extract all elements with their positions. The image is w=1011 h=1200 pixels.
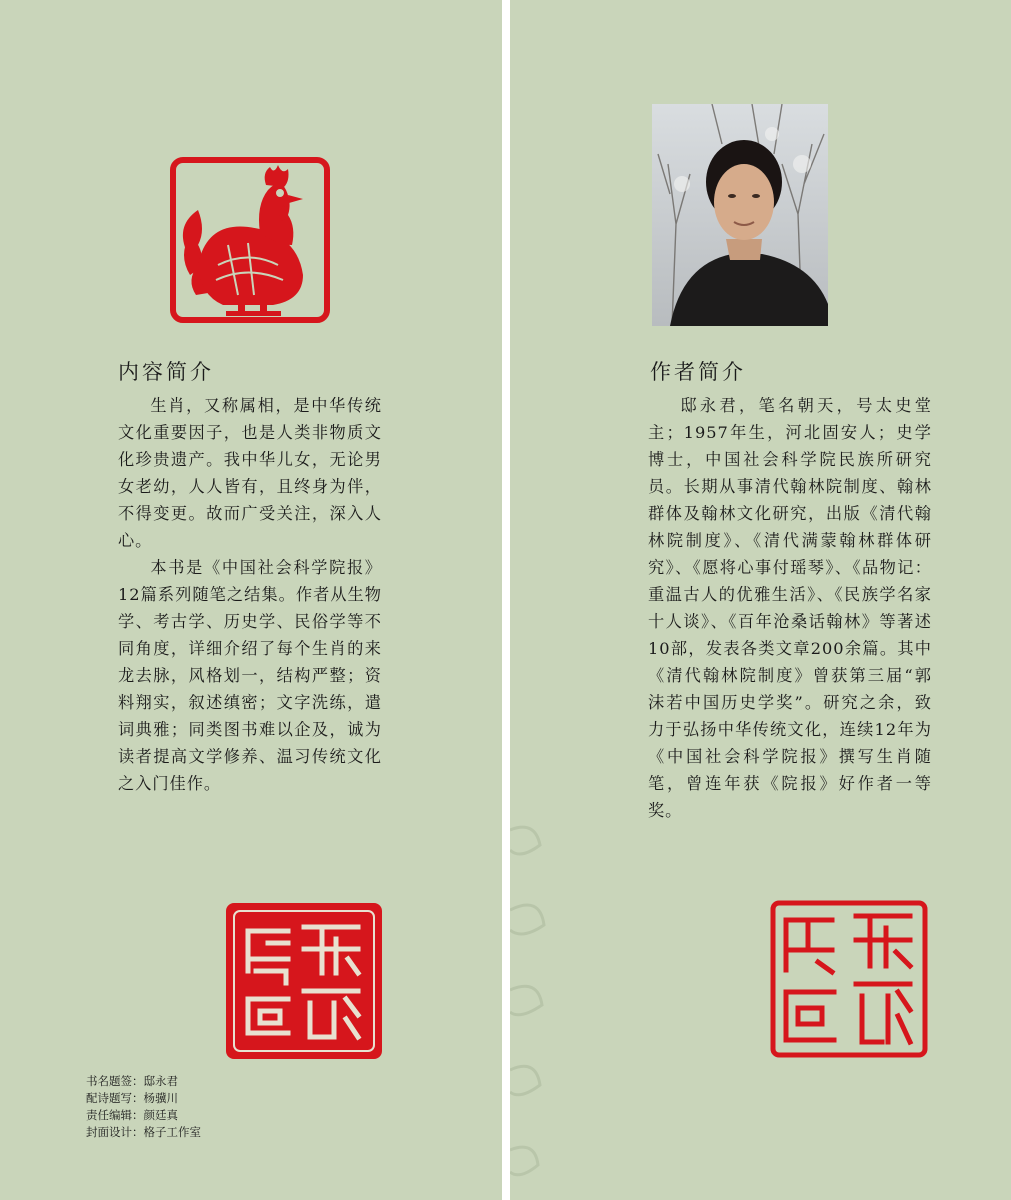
author-intro-paragraph: 邸永君，笔名朝天，号太史堂主；1957年生，河北固安人；史学博士，中国社会科学院民族所研究员。长期从事清代翰林院制度、翰林群体及翰林文化研究，出版《清代翰林院制度》、《清代满蒙翰林群体研究》、《愿将心事付瑶琴》、《品物记：重温古人的优雅生活》、《民族学名家十人谈》、《百年沧桑话翰林》等著述10部，发表各类文章200余篇。其中《清代翰林院制度》曾获第三届“郭沫若中国历史学奖”。研究之余，致力于弘扬中华传统文化，连续12年为《中国社会科学院报》撰写生肖随笔，曾连年获《院报》好作者一等奖。 bbox=[648, 396, 932, 820]
author-name-seal-outline bbox=[770, 900, 928, 1058]
content-summary-title: 内容简介 bbox=[118, 360, 214, 384]
content-summary-paragraph: 生肖，又称属相，是中华传统文化重要因子，也是人类非物质文化珍贵遗产。我中华儿女，无论男女老幼，人人皆有，且终身为伴，不得变更。故而广受关注，深入人心。 bbox=[118, 396, 382, 550]
left-flap-panel bbox=[0, 0, 502, 1200]
cloud-pattern-decoration bbox=[510, 800, 550, 1200]
book-credits bbox=[86, 1073, 201, 1141]
author-photo bbox=[652, 104, 828, 326]
author-name-seal-red bbox=[226, 903, 382, 1059]
content-summary-paragraph: 本书是《中国社会科学院报》12篇系列随笔之结集。作者从生物学、考古学、历史学、民俗学等不同角度，详细介绍了每个生肖的来龙去脉，风格划一，结构严整；资料翔实，叙述缜密；文字洗练，遣词典雅；同类图书难以企及，诚为读者提高文学修养、温习传统文化之入门佳作。 bbox=[118, 558, 382, 793]
credit-editor: 责任编辑：颜廷真 bbox=[86, 1108, 178, 1122]
credit-title-calligraphy: 书名题签：邸永君 bbox=[86, 1074, 178, 1088]
credit-cover-design: 封面设计：格子工作室 bbox=[86, 1125, 201, 1139]
credit-poem-calligraphy: 配诗题写：杨骥川 bbox=[86, 1091, 178, 1105]
fold-divider bbox=[502, 0, 510, 1200]
author-intro-text bbox=[648, 392, 932, 824]
right-flap-panel bbox=[510, 0, 1011, 1200]
rooster-seal bbox=[168, 155, 332, 325]
author-intro-title: 作者简介 bbox=[650, 360, 746, 384]
content-summary-text bbox=[118, 392, 382, 797]
